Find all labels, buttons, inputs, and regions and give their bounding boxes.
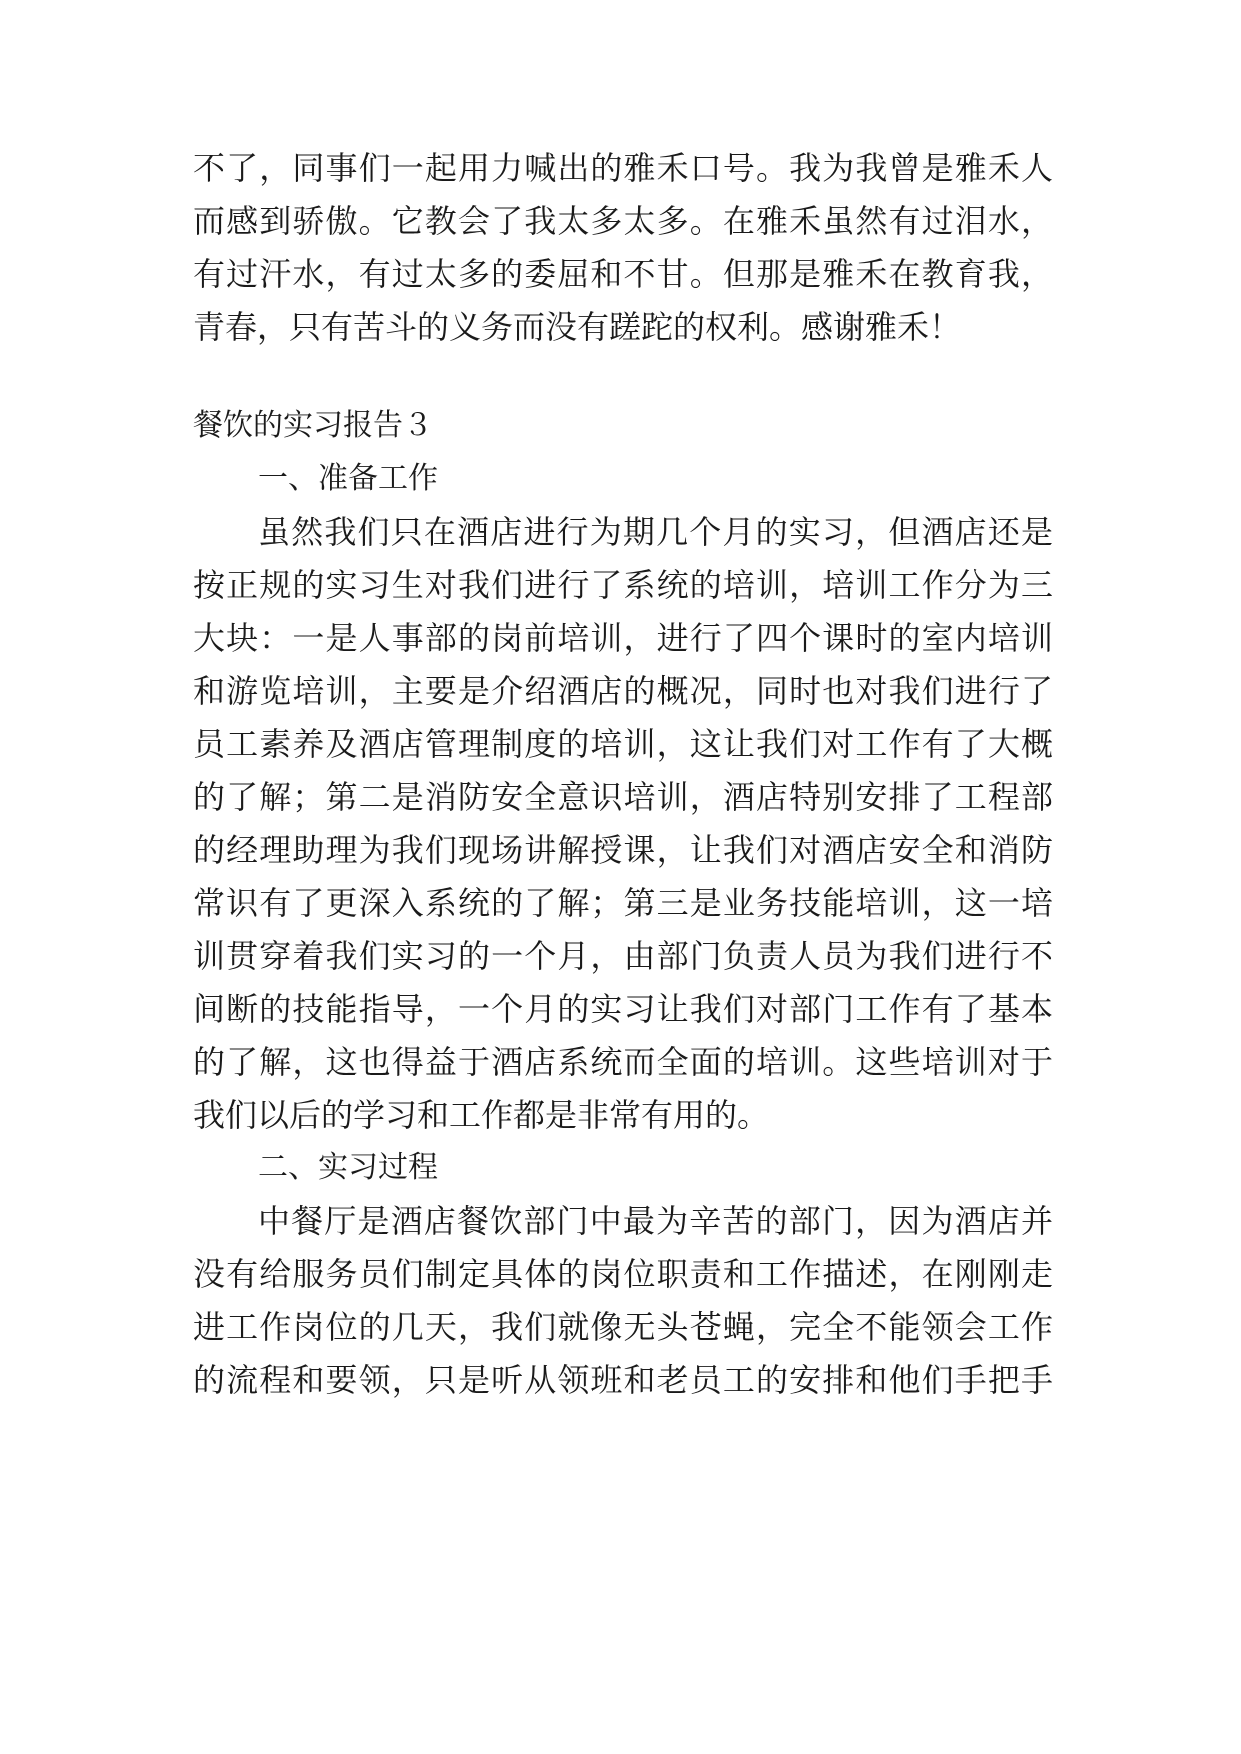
paragraph-line: 的了解；第二是消防安全意识培训，酒店特别安排了工程部 (193, 778, 1053, 816)
paragraph-line: 和游览培训，主要是介绍酒店的概况，同时也对我们进行了 (193, 672, 1053, 710)
section-heading-preparation: 一、准备工作 (258, 461, 438, 496)
intro-line: 有过汗水，有过太多的委屈和不甘。但那是雅禾在教育我， (193, 255, 1053, 293)
intro-line: 而感到骄傲。它教会了我太多太多。在雅禾虽然有过泪水， (193, 202, 1053, 240)
paragraph-line: 按正规的实习生对我们进行了系统的培训，培训工作分为三 (193, 566, 1053, 604)
paragraph-line: 没有给服务员们制定具体的岗位职责和工作描述，在刚刚走 (193, 1255, 1053, 1293)
paragraph-line: 的了解，这也得益于酒店系统而全面的培训。这些培训对于 (193, 1043, 1053, 1081)
paragraph-line: 我们以后的学习和工作都是非常有用的。 (193, 1096, 770, 1134)
paragraph-line: 员工素养及酒店管理制度的培训，这让我们对工作有了大概 (193, 725, 1053, 763)
paragraph-line: 进工作岗位的几天，我们就像无头苍蝇，完全不能领会工作 (193, 1308, 1053, 1346)
intro-line: 不了，同事们一起用力喊出的雅禾口号。我为我曾是雅禾人 (193, 149, 1053, 187)
paragraph-line: 虽然我们只在酒店进行为期几个月的实习，但酒店还是 (258, 513, 1053, 551)
paragraph-line: 训贯穿着我们实习的一个月，由部门负责人员为我们进行不 (193, 937, 1053, 975)
paragraph-line: 的流程和要领，只是听从领班和老员工的安排和他们手把手 (193, 1361, 1053, 1399)
intro-line: 青春，只有苦斗的义务而没有蹉跎的权利。感谢雅禾！ (193, 308, 962, 346)
paragraph-line: 的经理助理为我们现场讲解授课，让我们对酒店安全和消防 (193, 831, 1053, 869)
paragraph-line: 常识有了更深入系统的了解；第三是业务技能培训，这一培 (193, 884, 1053, 922)
paragraph-line: 间断的技能指导，一个月的实习让我们对部门工作有了基本 (193, 990, 1053, 1028)
paragraph-line: 大块：一是人事部的岗前培训，进行了四个课时的室内培训 (193, 619, 1053, 657)
section-heading-process: 二、实习过程 (258, 1150, 438, 1185)
document-title: 餐饮的实习报告３ (193, 408, 433, 443)
paragraph-line: 中餐厅是酒店餐饮部门中最为辛苦的部门，因为酒店并 (258, 1202, 1053, 1240)
